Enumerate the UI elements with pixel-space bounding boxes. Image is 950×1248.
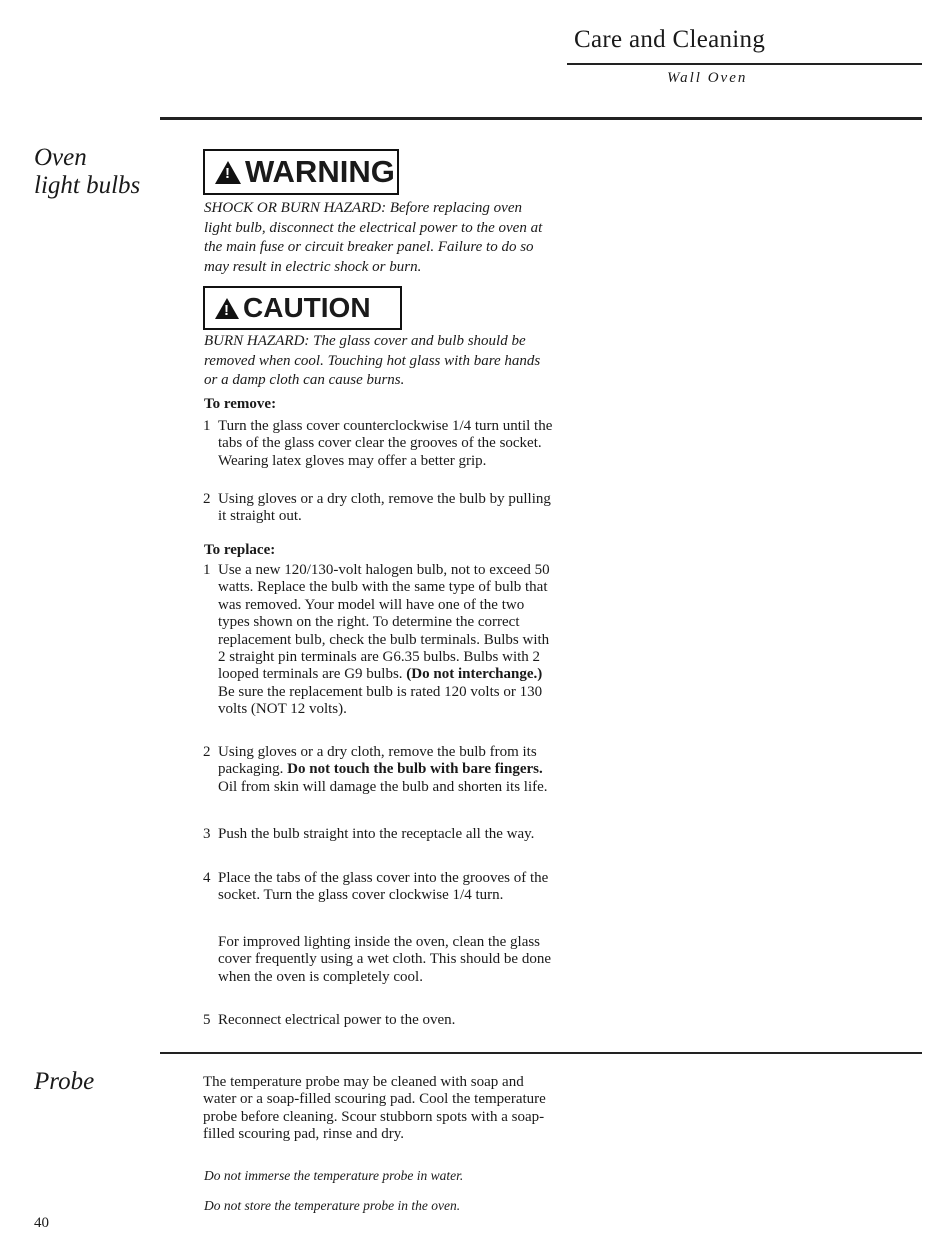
warning-box	[203, 149, 399, 195]
step-bold-text: (Do not interchange.)	[406, 666, 543, 683]
label-receptacle: Receptacle	[648, 488, 706, 500]
probe-text: The temperature probe may be cleaned with soap and water or a soap-filled scouring pad. Cool the temperature probe before cleaning. Scour stubborn spots with a soap-filled scouring pad, rinse and dry.	[203, 1074, 546, 1143]
g9-terminal-icon	[728, 569, 735, 584]
step-number: 3	[203, 826, 211, 842]
replace-step-2	[203, 744, 558, 796]
caution-triangle-icon: !	[215, 298, 239, 319]
label-use-gloves-line1: Use gloves	[825, 942, 882, 954]
probe-note-immerse: Do not immerse the temperature probe in water.	[204, 1168, 464, 1183]
g635-bulb-icon	[721, 285, 741, 334]
step-bold-text: Do not touch the bulb with bare fingers.	[287, 761, 543, 778]
warning-text: SHOCK OR BURN HAZARD: Before replacing oven light bulb, disconnect the electrical power to the oven at the main fuse or circuit breaker panel. Failure to do so may result in electric shock or burn.	[204, 200, 543, 275]
label-glass-cover: Glass cover	[710, 731, 771, 743]
step-text-a: Using gloves or a dry cloth, remove the bulb from its packaging.	[218, 744, 537, 778]
label-tab: Tab	[793, 371, 812, 383]
step-text	[218, 744, 558, 796]
step-number: 1	[203, 562, 211, 578]
page-subtitle: Wall Oven	[667, 70, 748, 86]
label-glass-cover: Glass cover	[710, 427, 771, 439]
section-title-line1: Oven	[34, 144, 87, 171]
label-bulb: G9 Bulb	[773, 635, 815, 647]
step-text: Turn the glass cover counterclockwise 1/4 turn until the tabs of the glass cover clear the grooves of the socket. Wearing latex gloves may offer a better grip.	[218, 418, 553, 469]
label-bulb: G6.35 Bulb	[773, 331, 831, 343]
label-socket: Socket	[781, 163, 817, 175]
step-number: 5	[203, 1012, 211, 1028]
section-title-probe: Probe	[34, 1068, 95, 1095]
glass-cover-icon	[700, 361, 768, 377]
step-text: Reconnect electrical power to the oven.	[218, 1012, 456, 1028]
section-divider-top	[160, 117, 922, 120]
label-receptacle: Receptacle	[628, 853, 686, 865]
step-text: Place the tabs of the glass cover into the grooves of the socket. Turn the glass cover clockwise 1/4 turn.	[218, 870, 549, 904]
step-number: 1	[203, 418, 211, 434]
step-text-b: Be sure the replacement bulb is rated 120 volts or 130 volts (NOT 12 volts).	[218, 683, 543, 718]
label-use-gloves-line2: or cloth	[825, 957, 863, 969]
label-tab: Tab	[795, 689, 814, 701]
label-socket: Socket	[780, 486, 816, 498]
remove-step-2	[203, 491, 558, 526]
warning-label: WARNING	[245, 154, 395, 189]
step-text	[218, 562, 558, 719]
bulb-icon	[739, 843, 746, 858]
replace-heading: To replace:	[204, 542, 276, 558]
step-text-a: Use a new 120/130-volt halogen bulb, not to exceed 50 watts. Replace the bulb with the same type of bulb that was removed. Your model will have one of the two types shown on the right. To determine the correct replacement bulb, check the bulb terminals. Bulbs with 2 straight pin terminals are G6.35 bulbs. Bulbs with 2 looped terminals are G9 bulbs.	[218, 562, 550, 683]
warning-triangle-icon: !	[215, 161, 241, 184]
section-divider-probe	[160, 1052, 922, 1054]
step-number: 2	[203, 491, 211, 507]
step-number: 2	[203, 744, 211, 760]
caution-box	[203, 286, 402, 330]
label-receptacle: Receptacle	[649, 168, 707, 180]
gloved-hand-icon	[705, 880, 748, 1025]
probe-note-store: Do not store the temperature probe in the oven.	[204, 1198, 461, 1213]
header-rule	[567, 63, 922, 65]
step-text-b: Oil from skin will damage the bulb and shorten its life.	[218, 778, 548, 795]
g9-bulb-icon	[726, 584, 746, 642]
label-on-some-models: (on some models)	[698, 747, 791, 759]
replace-step-4	[203, 870, 558, 905]
caution-label: CAUTION	[243, 292, 371, 323]
remove-step-1	[203, 418, 558, 470]
caution-text: BURN HAZARD: The glass cover and bulb should be removed when cool. Touching hot glass with bare hands or a damp cloth can cause burns.	[204, 333, 541, 388]
label-on-some-models: (on some models)	[697, 459, 790, 471]
remove-heading: To remove:	[204, 396, 277, 412]
cleaning-note: For improved lighting inside the oven, clean the glass cover frequently using a wet cloth. This should be done when the oven is completely cool.	[218, 934, 551, 985]
section-title-line2: light bulbs	[34, 172, 141, 199]
replace-step-3	[203, 826, 558, 843]
replace-step-1	[203, 562, 558, 719]
step-text: Using gloves or a dry cloth, remove the bulb by pulling it straight out.	[218, 491, 551, 525]
step-text: Push the bulb straight into the receptacle all the way.	[218, 826, 535, 842]
glass-cover-icon	[708, 682, 780, 698]
replace-step-5	[203, 1012, 558, 1029]
page-title: Care and Cleaning	[574, 26, 766, 53]
page-number: 40	[34, 1215, 49, 1231]
section-title-oven-light-bulbs	[34, 144, 140, 200]
step-number: 4	[203, 870, 211, 886]
